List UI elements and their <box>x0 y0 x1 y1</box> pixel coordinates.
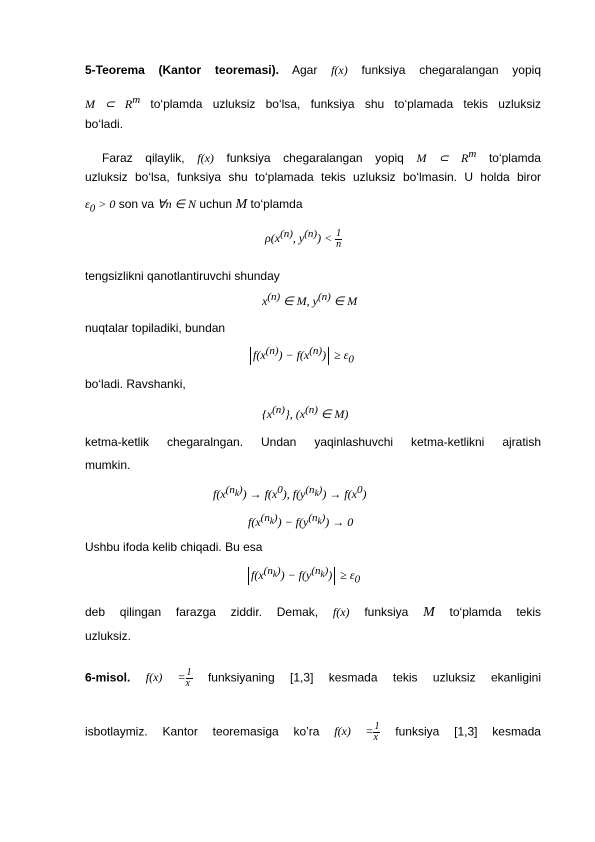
proof-line-1: Faraz qilaylik, f(x) funksiya chegaralangan yopiq M ⊂ $R^m$ to‘plamda <box>102 148 541 165</box>
formula-difference: $f(x^{(n_k)}) - f(y^{(n_k)}) \to 0$ <box>248 512 354 529</box>
proof-line-10: deb qilingan farazga ziddir. Demak, f(x) funksiya M to‘plamda tekis <box>85 605 542 620</box>
proof-line-5: nuqtalar topiladiki, bundan <box>85 321 226 335</box>
proof-line-3: $\varepsilon_0 > 0$ son va ∀n ∈ N uchun M to‘plamda <box>85 197 303 215</box>
formula-set: M ⊂ $R^m$ <box>85 94 141 111</box>
theorem-heading: 5-Teorema (Kantor teoremasi). <box>85 63 279 77</box>
proof-line-11: uzluksiz. <box>85 629 132 643</box>
formula-points: $x^{(n)}$ ∈ M, $y^{(n)}$ ∈ M <box>262 291 358 308</box>
example-heading: 6-misol. <box>85 670 131 685</box>
proof-line-2: uzluksiz bo‘lsa, funksiya shu to‘plamada tekis uzluksiz bo‘lmasin. U holda biror <box>85 170 541 184</box>
example-line-2: isbotlaymiz. Kantor teoremasiga ko’ra f(x) = $\frac{1}{x}$ funksiya [1,3] kesmada <box>85 721 541 743</box>
formula-limits: $f(x^{(n_k)}) \to f(x^0)$, $f(y^{(n_k)}) \to f(x^0)$ <box>213 484 367 501</box>
formula-sequence: $\{x^{(n)}\}$, ($x^{(n)}$ ∈ M) <box>262 404 349 421</box>
formula-inequality-1: $f(x^{(n)}) - f(x^{(n)}) \ge \varepsilon_0$ <box>248 345 354 365</box>
example-line-1: 6-misol. f(x) = $\frac{1}{x}$ funksiyaning [1,3] kesmada tekis uzluksiz ekanligini <box>85 667 542 689</box>
theorem-line-1: 5-Teorema (Kantor teoremasi). Agar f(x) funksiya chegaralangan yopiq <box>85 63 541 77</box>
theorem-line-2: M ⊂ $R^m$ to‘plamda uzluksiz bo‘lsa, funksiya shu to‘plamada tekis uzluksiz <box>85 94 541 111</box>
proof-line-6: bo‘ladi. Ravshanki, <box>85 377 186 391</box>
formula-fx: f(x) <box>331 63 348 77</box>
interval: [1,3] <box>290 670 314 685</box>
formula-distance: $\rho(x^{(n)}$, $y^{(n)}$) < $\frac{1}{n}$ <box>265 227 342 250</box>
proof-line-8: mumkin. <box>85 458 131 472</box>
formula-inequality-2: $f(x^{(n_k)}) - f(y^{(n_k)}) \ge \varepsilon_0$ <box>246 565 360 585</box>
proof-line-9: Ushbu ifoda kelib chiqadi. Bu esa <box>85 540 263 554</box>
theorem-line-3: bo‘ladi. <box>85 117 124 131</box>
proof-line-4: tengsizlikni qanotlantiruvchi shunday <box>85 269 280 283</box>
proof-line-7: ketma-ketlik chegaralngan. Undan yaqinlashuvchi ketma-ketlikni ajratish <box>85 435 541 449</box>
